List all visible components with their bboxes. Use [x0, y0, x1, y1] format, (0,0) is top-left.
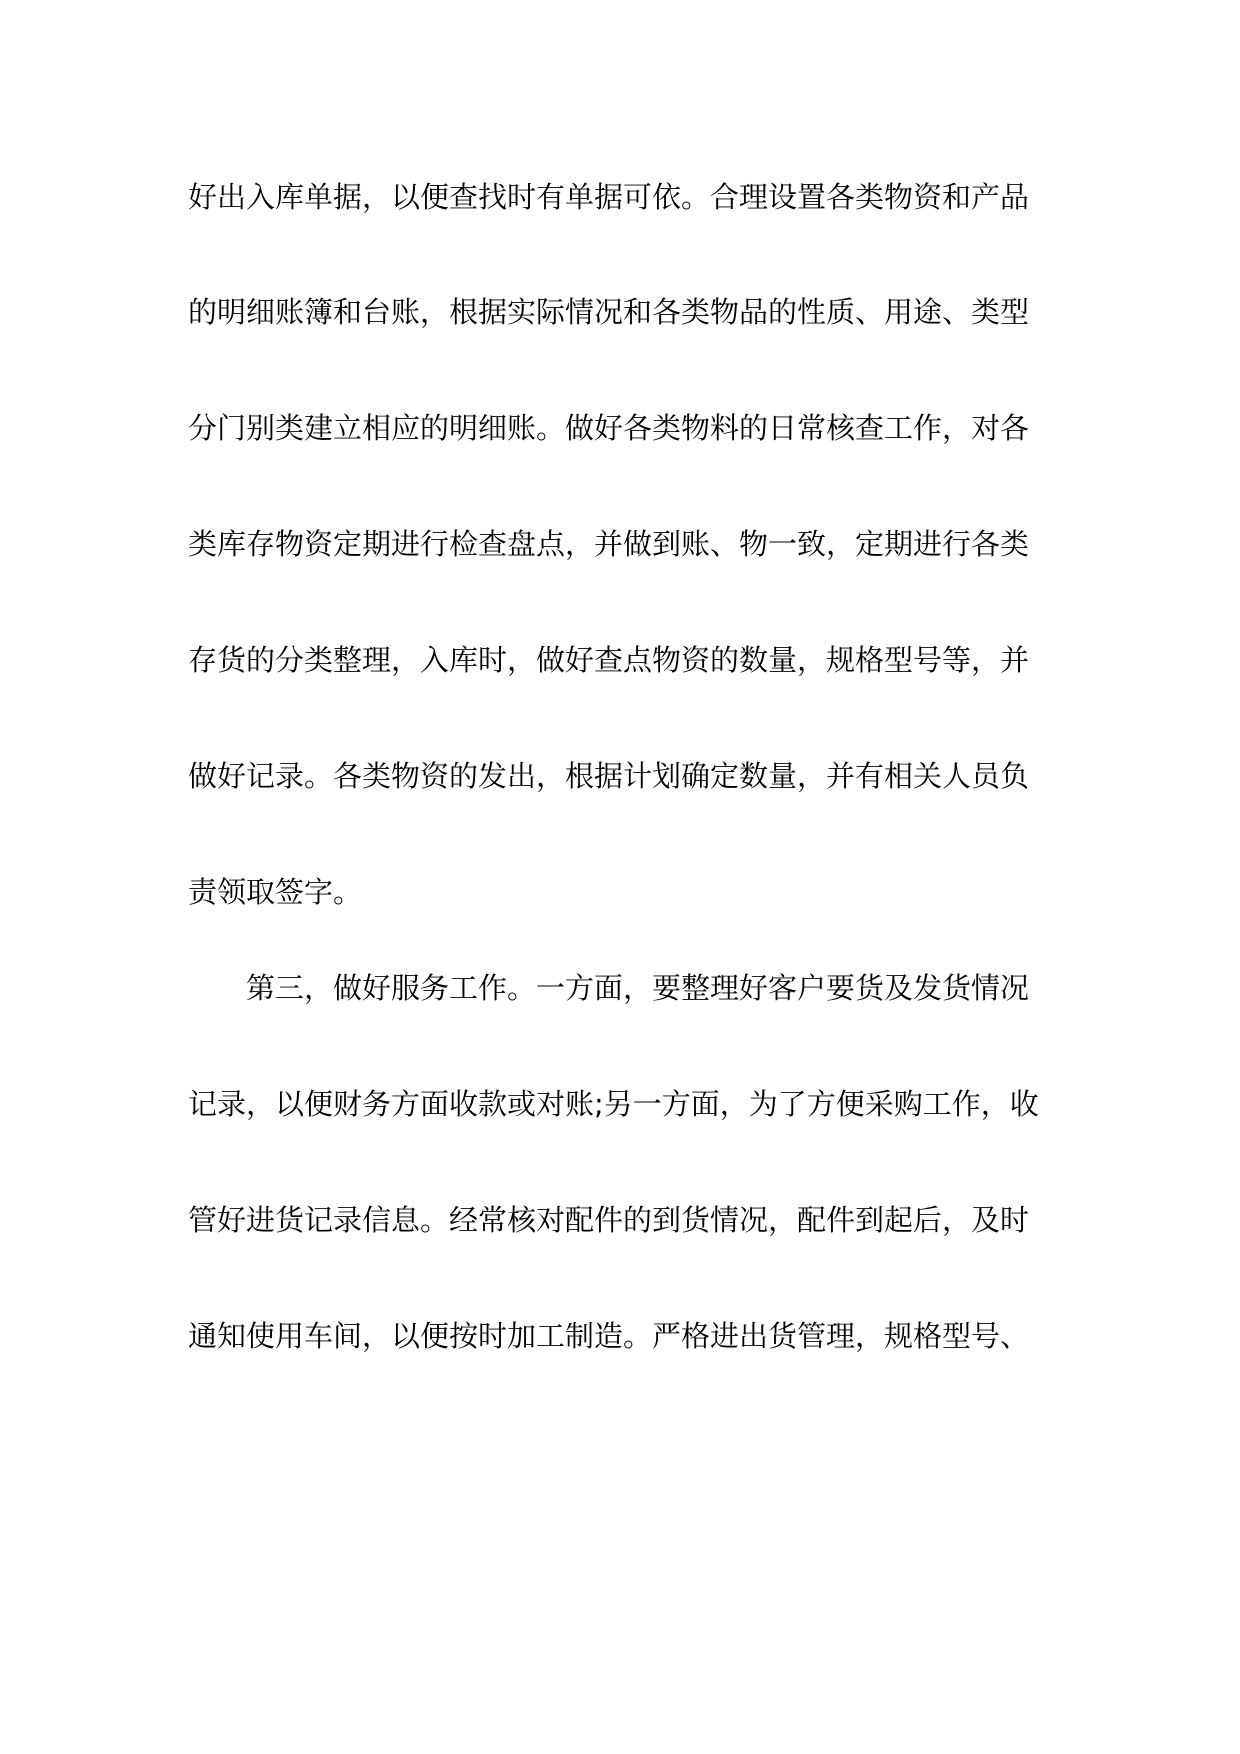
text-line: 存货的分类整理，入库时，做好查点物资的数量，规格型号等，并 — [188, 643, 1030, 677]
text-line: 分门别类建立相应的明细账。做好各类物料的日常核查工作，对各 — [188, 411, 1030, 445]
text-line: 管好进货记录信息。经常核对配件的到货情况，配件到起后，及时 — [188, 1203, 1030, 1237]
text-line: 好出入库单据，以便查找时有单据可依。合理设置各类物资和产品 — [188, 180, 1030, 214]
text-line: 类库存物资定期进行检查盘点，并做到账、物一致，定期进行各类 — [188, 527, 1030, 561]
paragraph-first-line: 第三，做好服务工作。一方面，要整理好客户要货及发货情况 — [246, 971, 1030, 1005]
text-line: 的明细账簿和台账，根据实际情况和各类物品的性质、用途、类型 — [188, 295, 1030, 329]
text-line: 通知使用车间，以便按时加工制造。严格进出货管理，规格型号、 — [188, 1319, 1030, 1353]
text-line: 做好记录。各类物资的发出，根据计划确定数量，并有相关人员负 — [188, 759, 1030, 793]
text-line: 记录，以便财务方面收款或对账;另一方面，为了方便采购工作，收 — [188, 1087, 1039, 1121]
text-line: 责领取签字。 — [188, 875, 363, 909]
